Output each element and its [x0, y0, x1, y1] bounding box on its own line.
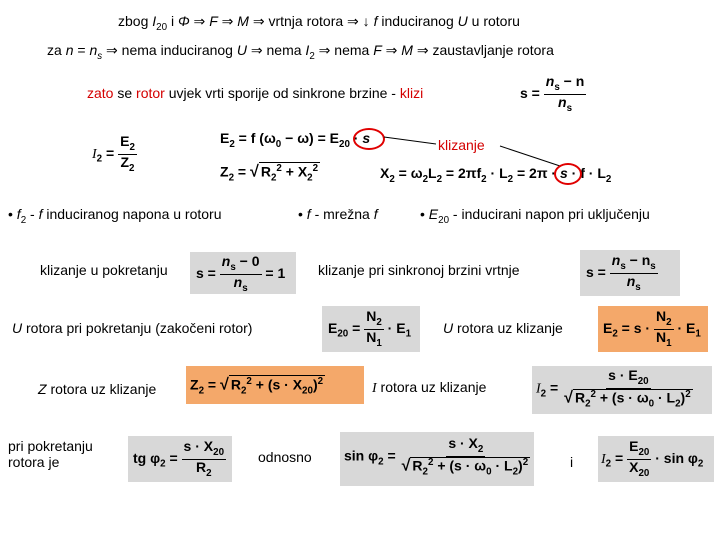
i-label: i: [570, 454, 574, 470]
u-rotora-pokretanje-label: U rotora pri pokretanju (zakočeni rotor): [12, 320, 253, 336]
line-zato: zato se rotor uvjek vrti sporije od sinkrone brzine - klizi: [87, 85, 424, 101]
odnosno-label: odnosno: [258, 449, 312, 465]
bullet-f: • f - mrežna f: [298, 206, 378, 222]
line-za-n: za $n = n_s$ ⇒ nema induciranog U ⇒ nema $I_2$ ⇒ nema F ⇒ M ⇒ zaustavljanje rotora: [47, 42, 554, 62]
slip-highlight-ellipse-2: [554, 163, 582, 185]
i2-ratio-formula: $I_2$ = $\frac{E_2}{Z_2}$: [92, 133, 135, 174]
klizanje-label: klizanje: [438, 137, 485, 153]
e2-slip-formula: $E_2 = s$ · $\frac{N_2}{N_1}$ · $E_1$: [603, 308, 701, 349]
e2-formula: $E_2 = f$ $(\omega_0 - \omega) = E_{20} \cdot s$: [220, 130, 371, 150]
start-slip-formula: s = $\frac{n_s - 0}{n_s}$ = 1: [196, 253, 286, 294]
i2-slip-formula: $I_2$ = $\frac{s \cdot E_{20}}{√ R_2^2 + (s \cdot \omega_0 \cdot L_2)^2}$: [536, 367, 691, 410]
klizanje-sinkrona-label: klizanje pri sinkronoj brzini vrtnje: [318, 262, 520, 278]
x2-formula: $X_2 = \omega_2L_2 = 2\pi f_2 \cdot L_2 = 2\pi \cdot s \cdot f \cdot L_2$: [380, 165, 612, 185]
pri-pokretanju-label: pri pokretanju rotora je: [8, 438, 93, 470]
bullet-f2: • $f_2$ - f induciranog napona u rotoru: [8, 206, 222, 226]
line-zbog: zbog $I_{20}$ i Φ ⇒ F ⇒ M ⇒ vrtnja rotora ⇒ ↓ f induciranog U u rotoru: [118, 13, 520, 33]
z-rotora-label: Z rotora uz klizanje: [38, 381, 157, 397]
sync-slip-formula: s = $\frac{n_s - n_s}{n_s}$: [586, 252, 656, 293]
z2-formula: $Z_2$ = √ $R_2^2 + X_2^2$: [220, 162, 319, 184]
i-rotora-label: I rotora uz klizanje: [372, 379, 487, 396]
e20-formula: $E_{20}$ = $\frac{N_2}{N_1}$ · $E_1$: [328, 308, 412, 349]
klizanje-u-pokretanju-label: klizanje u pokretanju: [40, 262, 168, 278]
z2-slip-formula: $Z_2$ = √ $R_2^2 + (s \cdot X_{20})^2$: [190, 375, 324, 397]
tg-formula: tg $\varphi_2$ = $\frac{s \cdot X_{20}}{R_2}$: [133, 438, 225, 479]
bullet-e20: • $E_{20}$ - inducirani napon pri uključenju: [420, 206, 650, 226]
sin-formula: $\sin \varphi_2$ = $\frac{s \cdot X_2}{√ R_2^2 + (s \cdot \omega_0 \cdot L_2)^2}$: [344, 435, 529, 478]
slip-definition-formula: s = $\frac{n_s - n}{n_s}$: [520, 73, 585, 114]
u-rotora-klizanje-label: U rotora uz klizanje: [443, 320, 563, 336]
i2-sin-formula: $I_2$ = $\frac{E_{20}}{X_{20}}$ · $\sin \varphi_2$: [601, 438, 704, 479]
